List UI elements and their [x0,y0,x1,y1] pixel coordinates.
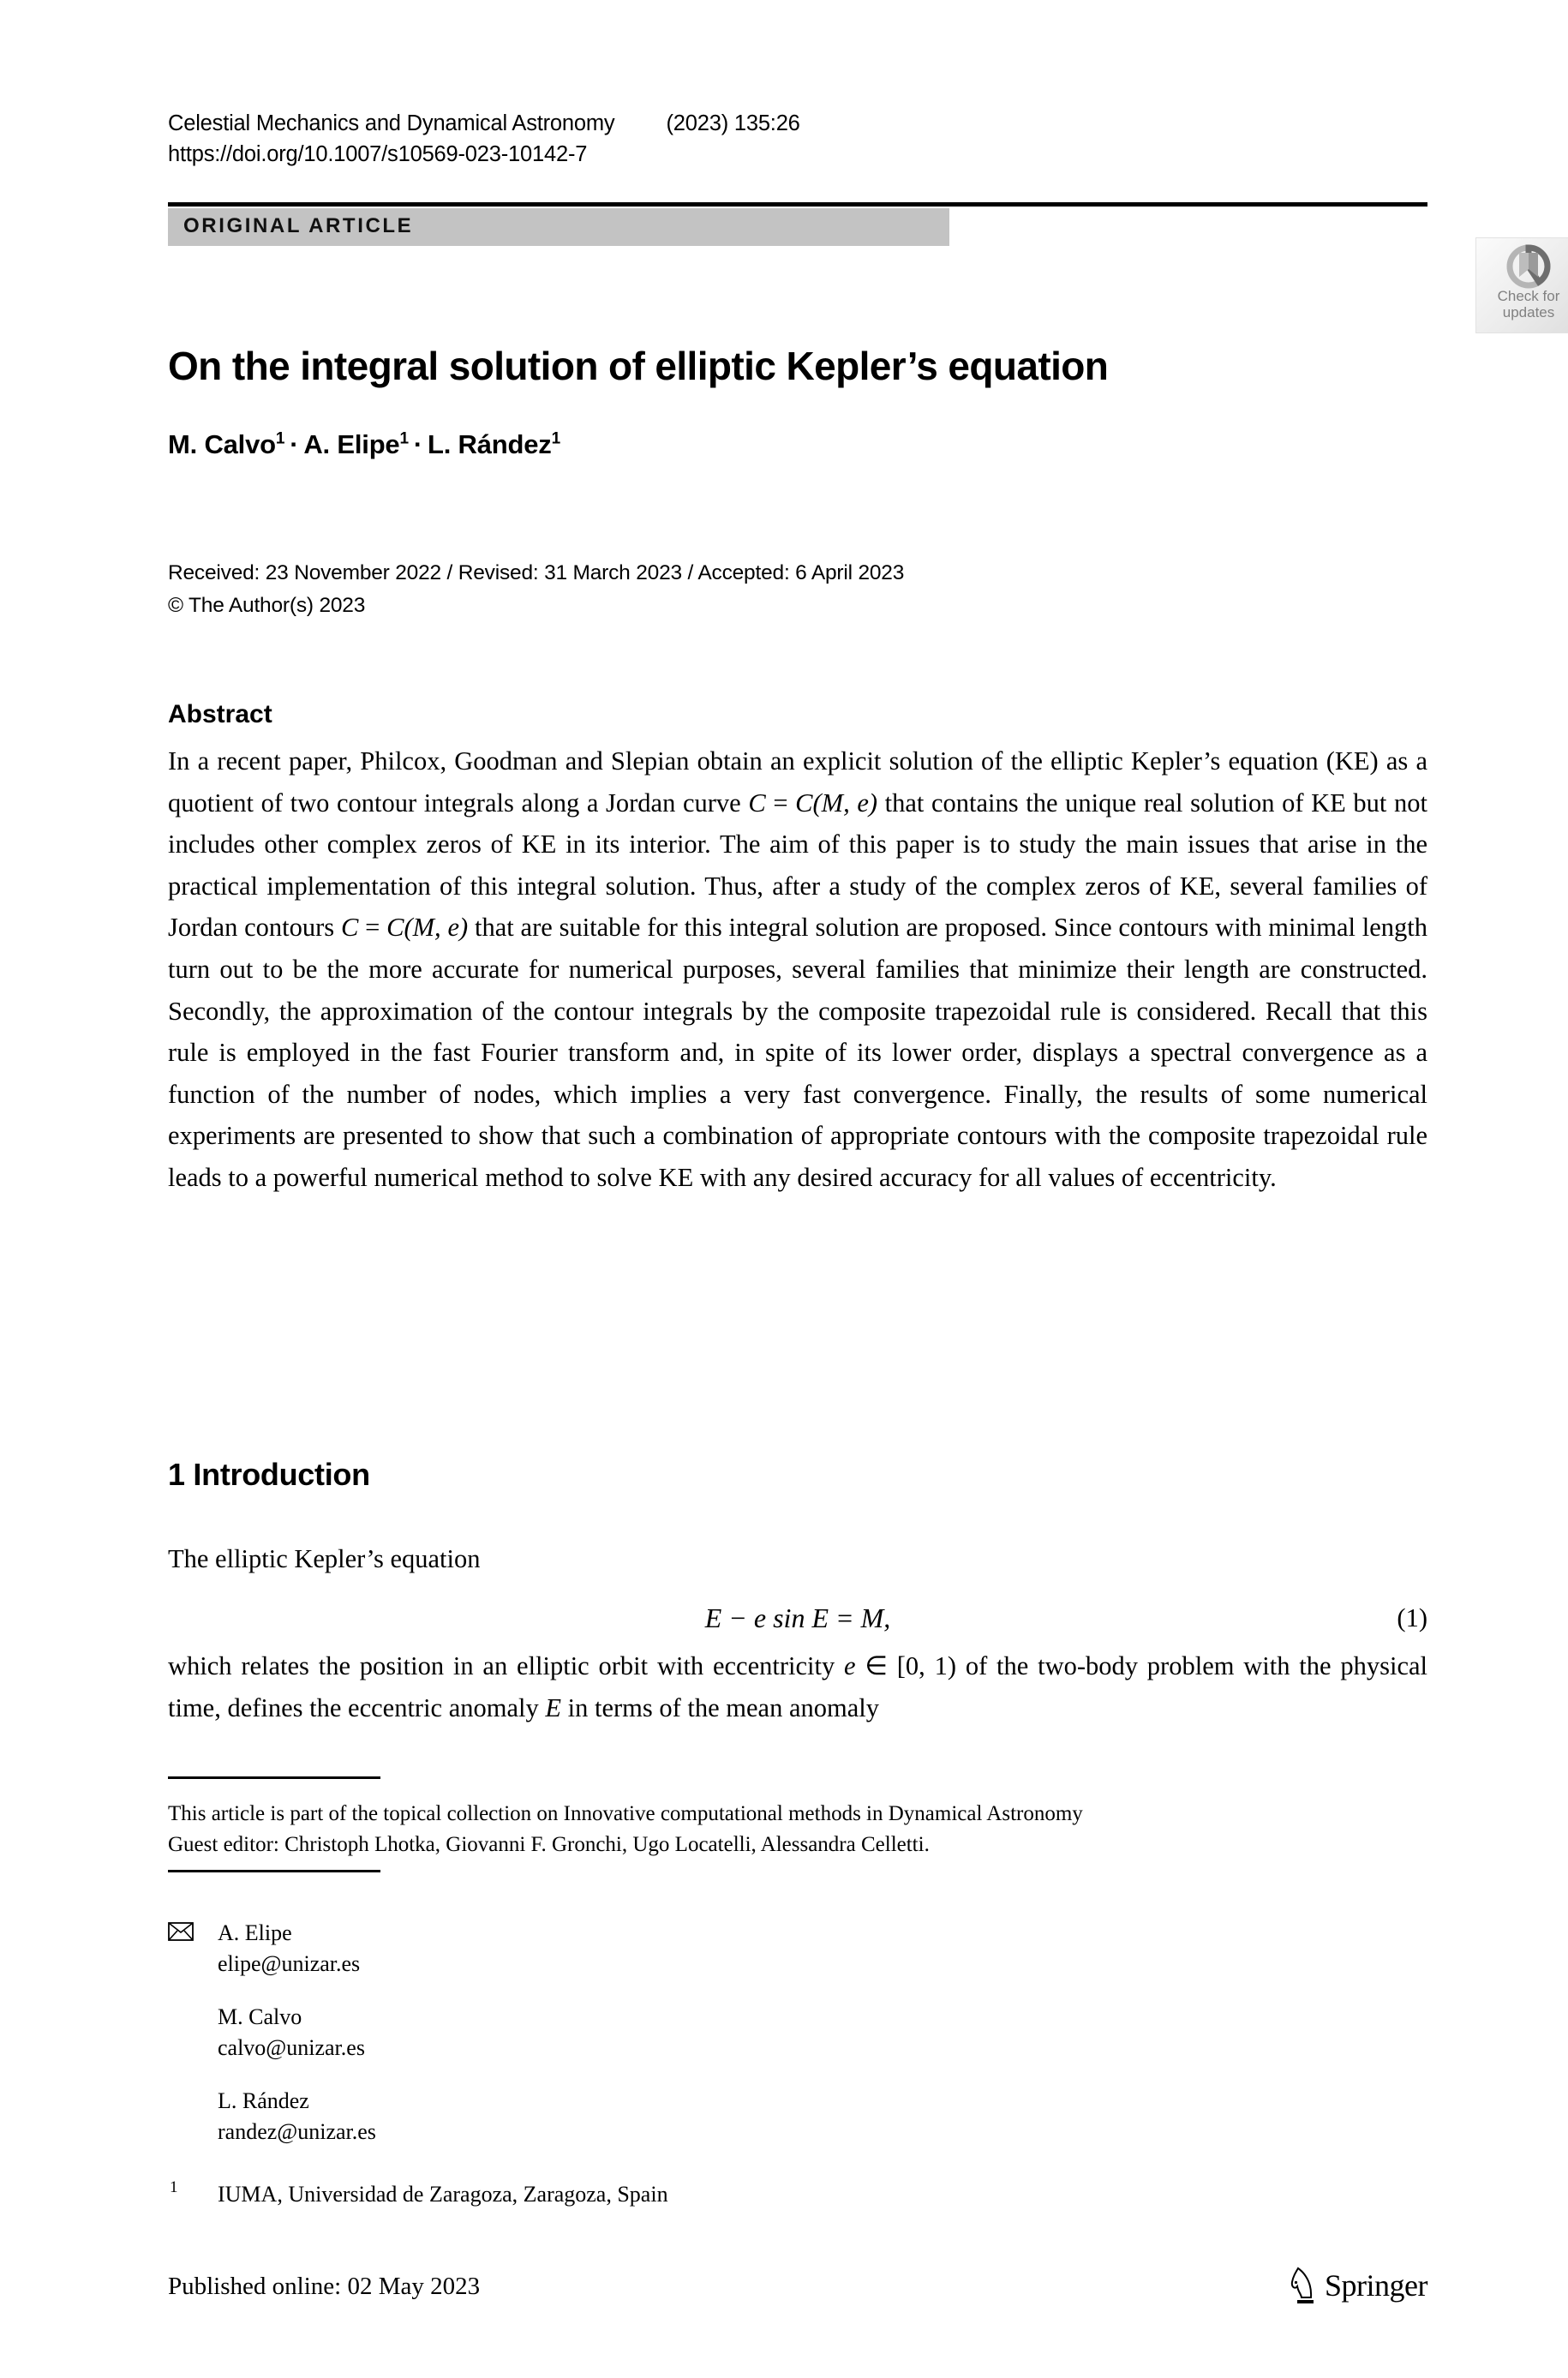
copyright-line: © The Author(s) 2023 [168,594,366,617]
author-name: A. Elipe [303,429,400,459]
crossmark-icon [1505,243,1553,291]
footnote-rule-top [168,1776,380,1779]
page-footer [168,2267,1427,2319]
crossmark-text [1476,288,1568,320]
journal-header-line [168,108,1427,139]
contact-email[interactable]: calvo@unizar.es [218,2035,365,2060]
contact-email[interactable]: randez@unizar.es [218,2119,376,2144]
equation-row [168,1596,1427,1644]
envelope-icon [168,1922,194,1941]
page-title: On the integral solution of elliptic Kepler’s equation [168,343,1109,388]
journal-header [168,108,1427,170]
contact-entry [168,2002,1025,2064]
abstract-heading: Abstract [168,700,272,728]
springer-knight-icon [1287,2266,1318,2305]
abstract-text-part: that are suitable for this integral solution are proposed. Since contours with minimal length turn out to be the more accurate for numerical purposes, several families that minimize their length are constructed. Secondly, the approximation of the contour integrals by the composite trapezoidal rule is considered. Recall that this rule is employed in the fast Fourier transform and, in spite of its lower order, displays a spectral convergence as a function of the number of nodes, which implies a very fast convergence. Finally, the results of some numerical experiments are presented to show that such a combination of appropriate contours with the composite trapezoidal rule leads to a powerful numerical method to solve KE with any desired accuracy for all values of eccentricity. [168,913,1427,1192]
journal-citation: (2023) 135:26 [666,111,800,135]
contact-entry [168,2086,1025,2147]
introduction-lead: The elliptic Kepler’s equation [168,1544,481,1573]
journal-name: Celestial Mechanics and Dynamical Astronomy [168,111,615,135]
affiliation-marker: 1 [170,2178,178,2196]
publication-dates [168,557,1393,622]
equation-number: (1) [1397,1603,1427,1632]
guest-editor-line: Guest editor: Christoph Lhotka, Giovanni F. Gronchi, Ugo Locatelli, Alessandra Celletti. [168,1833,930,1856]
intro-text-part: ∈ [0, 1) of the two-body problem with the physical time, defines the eccentric anomaly [168,1651,1427,1722]
author-separator: · [413,429,422,459]
contact-block [168,1918,1025,2147]
contact-name: L. Rández [218,2088,309,2113]
abstract-text-part: = [358,913,387,943]
abstract-math: C [340,913,359,943]
contact-name: A. Elipe [218,1920,292,1945]
author-affiliation-marker: 1 [275,429,285,448]
crossmark-line1: Check for [1497,288,1560,304]
abstract-text-part: = [765,788,796,818]
intro-text-part: in terms of the mean anomaly [561,1692,879,1722]
author-name: L. Rández [427,429,552,459]
affiliation-text: IUMA, Universidad de Zaragoza, Zaragoza, Spain [218,2182,668,2207]
contact-entry-corresponding [168,1918,1025,1980]
intro-math: E [545,1692,561,1722]
intro-math: e [844,1651,856,1680]
introduction-continuation [168,1645,1427,1728]
collection-line: This article is part of the topical collection on Innovative computational methods in Dynamical Astronomy [168,1802,1083,1825]
author-name: M. Calvo [168,429,276,459]
affiliation-entry [168,2179,1196,2210]
author-list [168,427,1393,463]
crossmark-badge[interactable] [1475,237,1568,333]
header-divider-rule [168,202,1427,207]
section-heading-introduction: 1 Introduction [168,1456,370,1492]
footnote-rule-bottom [168,1870,380,1872]
kepler-equation: E − e sin E = M, [704,1602,891,1633]
springer-wordmark: Springer [1325,2268,1427,2303]
article-type-label: ORIGINAL ARTICLE [183,214,414,237]
crossmark-line2: updates [1502,304,1555,320]
intro-text-part: which relates the position in an elliptic orbit with eccentricity [168,1651,845,1680]
abstract-body [168,740,1427,1199]
contact-name: M. Calvo [218,2004,302,2029]
springer-logo [1287,2266,1427,2305]
author-affiliation-marker: 1 [399,429,409,448]
abstract-math: C(M, e) [386,913,469,943]
date-history: Received: 23 November 2022 / Revised: 31 March 2023 / Accepted: 6 April 2023 [168,561,905,584]
topical-collection-note [168,1799,1402,1860]
contact-email[interactable]: elipe@unizar.es [218,1951,361,1976]
published-online-date: Published online: 02 May 2023 [168,2273,481,2300]
abstract-math: C [748,788,766,818]
author-separator: · [290,429,299,459]
abstract-text-part: In a recent paper, Philcox, Goodman and Slepian obtain an explicit solution of the elliptic Kepler’s equation (KE) as a quotient of two contour integrals along a Jordan curve [168,746,1427,818]
abstract-math: C(M, e) [795,788,878,818]
journal-doi-link[interactable]: https://doi.org/10.1007/s10569-023-10142-7 [168,142,588,166]
author-affiliation-marker: 1 [551,429,560,448]
abstract-text-part: that contains the unique real solution of KE but not includes other complex zeros of KE in its interior. The aim of this paper is to study the main issues that arise in the practical implementation of this integral solution. Thus, after a study of the complex zeros of KE, several families of Jordan contours [168,788,1427,943]
article-type-band [168,208,949,246]
